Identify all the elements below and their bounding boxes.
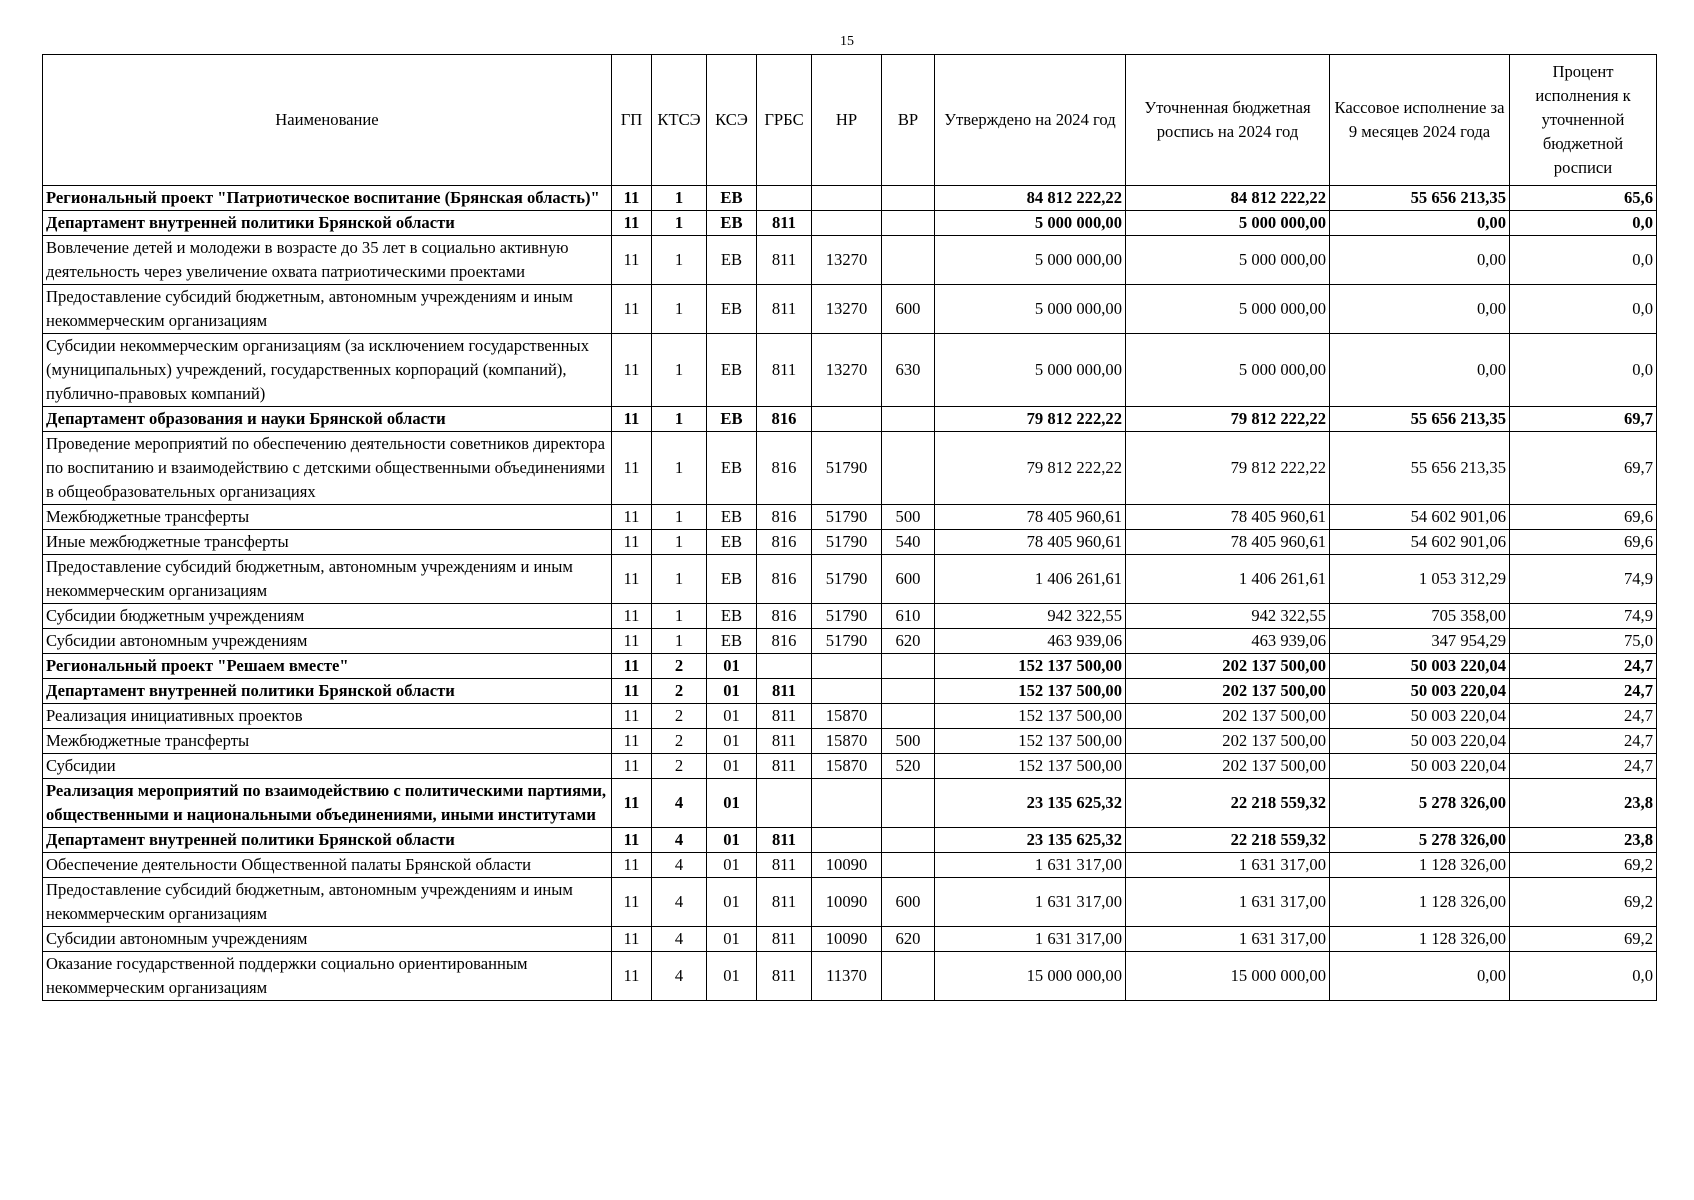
- row-kse: 01: [707, 828, 757, 853]
- row-nr: 51790: [812, 505, 882, 530]
- row-name: Реализация мероприятий по взаимодействию с политическими партиями, общественными и национальными объединениями, иными институтами: [43, 779, 612, 828]
- row-cash: 5 278 326,00: [1330, 779, 1510, 828]
- row-percent: 23,8: [1510, 828, 1657, 853]
- header-gp: ГП: [612, 55, 652, 186]
- row-refined: 78 405 960,61: [1126, 530, 1330, 555]
- row-kse: 01: [707, 952, 757, 1001]
- row-approved: 84 812 222,22: [935, 186, 1126, 211]
- row-gp: 11: [612, 555, 652, 604]
- table-row: [43, 679, 1657, 704]
- row-kse: ЕВ: [707, 186, 757, 211]
- row-kse: 01: [707, 853, 757, 878]
- row-grbs: 816: [757, 629, 812, 654]
- row-vr: [882, 704, 935, 729]
- row-refined: 84 812 222,22: [1126, 186, 1330, 211]
- row-kse: 01: [707, 927, 757, 952]
- table-row: [43, 629, 1657, 654]
- row-name: Межбюджетные трансферты: [43, 729, 612, 754]
- table-row: [43, 555, 1657, 604]
- row-refined: 1 631 317,00: [1126, 878, 1330, 927]
- row-approved: 152 137 500,00: [935, 679, 1126, 704]
- row-percent: 65,6: [1510, 186, 1657, 211]
- row-approved: 23 135 625,32: [935, 779, 1126, 828]
- row-ktse: 2: [652, 679, 707, 704]
- row-kse: ЕВ: [707, 334, 757, 407]
- row-ktse: 1: [652, 604, 707, 629]
- row-gp: 11: [612, 407, 652, 432]
- table-row: [43, 285, 1657, 334]
- row-vr: 610: [882, 604, 935, 629]
- row-kse: 01: [707, 704, 757, 729]
- row-cash: 0,00: [1330, 952, 1510, 1001]
- row-percent: 0,0: [1510, 334, 1657, 407]
- row-nr: [812, 828, 882, 853]
- row-percent: 69,2: [1510, 853, 1657, 878]
- row-cash: 1 128 326,00: [1330, 878, 1510, 927]
- row-gp: 11: [612, 828, 652, 853]
- row-cash: 55 656 213,35: [1330, 407, 1510, 432]
- row-name: Субсидии некоммерческим организациям (за исключением государственных (муниципальных) учреждений, государственных корпораций (компаний), публично-правовых компаний): [43, 334, 612, 407]
- row-kse: 01: [707, 654, 757, 679]
- row-percent: 75,0: [1510, 629, 1657, 654]
- row-approved: 23 135 625,32: [935, 828, 1126, 853]
- row-gp: 11: [612, 952, 652, 1001]
- row-grbs: 811: [757, 334, 812, 407]
- row-refined: 5 000 000,00: [1126, 236, 1330, 285]
- row-percent: 74,9: [1510, 604, 1657, 629]
- row-vr: 600: [882, 555, 935, 604]
- header-refined: Уточненная бюджетная роспись на 2024 год: [1126, 55, 1330, 186]
- row-kse: ЕВ: [707, 629, 757, 654]
- row-refined: 202 137 500,00: [1126, 654, 1330, 679]
- row-refined: 5 000 000,00: [1126, 211, 1330, 236]
- table-row: [43, 952, 1657, 1001]
- header-ktse: КТСЭ: [652, 55, 707, 186]
- row-grbs: 811: [757, 211, 812, 236]
- row-cash: 55 656 213,35: [1330, 186, 1510, 211]
- row-cash: 0,00: [1330, 211, 1510, 236]
- row-percent: 0,0: [1510, 952, 1657, 1001]
- row-kse: ЕВ: [707, 530, 757, 555]
- row-grbs: 816: [757, 604, 812, 629]
- row-approved: 5 000 000,00: [935, 236, 1126, 285]
- row-approved: 1 631 317,00: [935, 927, 1126, 952]
- row-cash: 50 003 220,04: [1330, 754, 1510, 779]
- table-row: [43, 530, 1657, 555]
- row-cash: 54 602 901,06: [1330, 530, 1510, 555]
- row-gp: 11: [612, 704, 652, 729]
- table-row: [43, 754, 1657, 779]
- row-kse: 01: [707, 779, 757, 828]
- table-row: [43, 704, 1657, 729]
- row-gp: 11: [612, 432, 652, 505]
- row-nr: [812, 679, 882, 704]
- row-refined: 78 405 960,61: [1126, 505, 1330, 530]
- row-gp: 11: [612, 530, 652, 555]
- row-nr: 51790: [812, 629, 882, 654]
- row-kse: ЕВ: [707, 407, 757, 432]
- row-ktse: 4: [652, 927, 707, 952]
- row-nr: 51790: [812, 604, 882, 629]
- row-ktse: 1: [652, 407, 707, 432]
- row-ktse: 1: [652, 432, 707, 505]
- row-percent: 69,7: [1510, 407, 1657, 432]
- row-cash: 50 003 220,04: [1330, 679, 1510, 704]
- row-percent: 69,6: [1510, 530, 1657, 555]
- row-name: Субсидии бюджетным учреждениям: [43, 604, 612, 629]
- row-cash: 1 053 312,29: [1330, 555, 1510, 604]
- row-refined: 463 939,06: [1126, 629, 1330, 654]
- row-vr: 620: [882, 927, 935, 952]
- row-vr: [882, 779, 935, 828]
- row-approved: 1 406 261,61: [935, 555, 1126, 604]
- row-refined: 22 218 559,32: [1126, 828, 1330, 853]
- row-nr: 15870: [812, 729, 882, 754]
- header-vr: ВР: [882, 55, 935, 186]
- row-gp: 11: [612, 604, 652, 629]
- table-row: [43, 927, 1657, 952]
- row-kse: ЕВ: [707, 604, 757, 629]
- row-approved: 152 137 500,00: [935, 729, 1126, 754]
- row-grbs: 811: [757, 927, 812, 952]
- row-gp: 11: [612, 211, 652, 236]
- row-refined: 79 812 222,22: [1126, 432, 1330, 505]
- row-gp: 11: [612, 754, 652, 779]
- row-percent: 0,0: [1510, 211, 1657, 236]
- row-vr: 500: [882, 729, 935, 754]
- row-refined: 79 812 222,22: [1126, 407, 1330, 432]
- row-nr: 13270: [812, 285, 882, 334]
- row-ktse: 1: [652, 555, 707, 604]
- row-approved: 463 939,06: [935, 629, 1126, 654]
- row-approved: 5 000 000,00: [935, 211, 1126, 236]
- row-nr: 15870: [812, 754, 882, 779]
- row-grbs: 811: [757, 878, 812, 927]
- row-percent: 69,2: [1510, 878, 1657, 927]
- row-name: Оказание государственной поддержки социально ориентированным некоммерческим организациям: [43, 952, 612, 1001]
- row-gp: 11: [612, 629, 652, 654]
- row-vr: 620: [882, 629, 935, 654]
- row-grbs: 811: [757, 285, 812, 334]
- row-ktse: 1: [652, 285, 707, 334]
- row-cash: 55 656 213,35: [1330, 432, 1510, 505]
- row-gp: 11: [612, 334, 652, 407]
- row-cash: 347 954,29: [1330, 629, 1510, 654]
- row-cash: 50 003 220,04: [1330, 654, 1510, 679]
- row-kse: 01: [707, 754, 757, 779]
- row-vr: [882, 654, 935, 679]
- row-grbs: 816: [757, 530, 812, 555]
- row-ktse: 4: [652, 878, 707, 927]
- row-name: Обеспечение деятельности Общественной палаты Брянской области: [43, 853, 612, 878]
- header-approved: Утверждено на 2024 год: [935, 55, 1126, 186]
- row-percent: 23,8: [1510, 779, 1657, 828]
- row-gp: 11: [612, 654, 652, 679]
- row-kse: ЕВ: [707, 505, 757, 530]
- row-vr: [882, 186, 935, 211]
- table-row: [43, 878, 1657, 927]
- header-name: Наименование: [43, 55, 612, 186]
- row-vr: 520: [882, 754, 935, 779]
- row-name: Субсидии: [43, 754, 612, 779]
- row-name: Субсидии автономным учреждениям: [43, 927, 612, 952]
- row-approved: 942 322,55: [935, 604, 1126, 629]
- row-nr: 51790: [812, 555, 882, 604]
- table-row: [43, 505, 1657, 530]
- row-vr: 540: [882, 530, 935, 555]
- row-gp: 11: [612, 186, 652, 211]
- row-vr: [882, 236, 935, 285]
- row-percent: 24,7: [1510, 729, 1657, 754]
- row-refined: 1 406 261,61: [1126, 555, 1330, 604]
- row-percent: 24,7: [1510, 754, 1657, 779]
- row-gp: 11: [612, 853, 652, 878]
- row-gp: 11: [612, 729, 652, 754]
- row-name: Межбюджетные трансферты: [43, 505, 612, 530]
- row-ktse: 2: [652, 654, 707, 679]
- row-percent: 69,6: [1510, 505, 1657, 530]
- row-gp: 11: [612, 505, 652, 530]
- table-row: [43, 853, 1657, 878]
- row-refined: 202 137 500,00: [1126, 704, 1330, 729]
- header-cash: Кассовое исполнение за 9 месяцев 2024 года: [1330, 55, 1510, 186]
- row-refined: 22 218 559,32: [1126, 779, 1330, 828]
- row-kse: 01: [707, 679, 757, 704]
- table-row: [43, 211, 1657, 236]
- row-vr: [882, 828, 935, 853]
- row-refined: 1 631 317,00: [1126, 927, 1330, 952]
- row-grbs: 816: [757, 432, 812, 505]
- row-cash: 705 358,00: [1330, 604, 1510, 629]
- row-nr: 13270: [812, 334, 882, 407]
- row-name: Предоставление субсидий бюджетным, автономным учреждениям и иным некоммерческим организациям: [43, 878, 612, 927]
- row-refined: 942 322,55: [1126, 604, 1330, 629]
- row-grbs: 811: [757, 729, 812, 754]
- row-vr: [882, 432, 935, 505]
- row-grbs: 811: [757, 952, 812, 1001]
- row-vr: [882, 853, 935, 878]
- header-nr: НР: [812, 55, 882, 186]
- row-nr: 11370: [812, 952, 882, 1001]
- row-ktse: 4: [652, 853, 707, 878]
- row-name: Региональный проект "Патриотическое воспитание (Брянская область)": [43, 186, 612, 211]
- table-row: [43, 729, 1657, 754]
- row-name: Реализация инициативных проектов: [43, 704, 612, 729]
- row-percent: 74,9: [1510, 555, 1657, 604]
- row-nr: 10090: [812, 927, 882, 952]
- table-row: [43, 654, 1657, 679]
- table-row: [43, 236, 1657, 285]
- row-name: Департамент внутренней политики Брянской области: [43, 828, 612, 853]
- row-percent: 69,7: [1510, 432, 1657, 505]
- row-nr: 10090: [812, 878, 882, 927]
- row-gp: 11: [612, 927, 652, 952]
- row-grbs: [757, 186, 812, 211]
- row-grbs: [757, 654, 812, 679]
- row-refined: 5 000 000,00: [1126, 285, 1330, 334]
- row-name: Предоставление субсидий бюджетным, автономным учреждениям и иным некоммерческим организациям: [43, 285, 612, 334]
- row-name: Департамент внутренней политики Брянской области: [43, 679, 612, 704]
- row-percent: 24,7: [1510, 679, 1657, 704]
- row-gp: 11: [612, 285, 652, 334]
- row-nr: [812, 211, 882, 236]
- row-refined: 15 000 000,00: [1126, 952, 1330, 1001]
- row-nr: 15870: [812, 704, 882, 729]
- row-refined: 5 000 000,00: [1126, 334, 1330, 407]
- row-nr: 51790: [812, 432, 882, 505]
- row-percent: 69,2: [1510, 927, 1657, 952]
- row-approved: 78 405 960,61: [935, 505, 1126, 530]
- row-ktse: 2: [652, 729, 707, 754]
- row-name: Иные межбюджетные трансферты: [43, 530, 612, 555]
- row-cash: 5 278 326,00: [1330, 828, 1510, 853]
- table-row: [43, 186, 1657, 211]
- row-nr: [812, 654, 882, 679]
- row-approved: 1 631 317,00: [935, 878, 1126, 927]
- table-header-row: [43, 55, 1657, 186]
- header-grbs: ГРБС: [757, 55, 812, 186]
- row-ktse: 1: [652, 334, 707, 407]
- table-row: [43, 604, 1657, 629]
- row-ktse: 1: [652, 629, 707, 654]
- table-row: [43, 828, 1657, 853]
- header-percent: Процент исполнения к уточненной бюджетной росписи: [1510, 55, 1657, 186]
- row-kse: ЕВ: [707, 432, 757, 505]
- row-grbs: 816: [757, 555, 812, 604]
- row-cash: 54 602 901,06: [1330, 505, 1510, 530]
- row-ktse: 4: [652, 952, 707, 1001]
- row-kse: ЕВ: [707, 236, 757, 285]
- row-gp: 11: [612, 779, 652, 828]
- row-nr: 10090: [812, 853, 882, 878]
- row-percent: 24,7: [1510, 704, 1657, 729]
- row-vr: [882, 679, 935, 704]
- row-vr: [882, 211, 935, 236]
- row-ktse: 1: [652, 186, 707, 211]
- row-name: Субсидии автономным учреждениям: [43, 629, 612, 654]
- row-approved: 79 812 222,22: [935, 407, 1126, 432]
- row-refined: 202 137 500,00: [1126, 729, 1330, 754]
- row-approved: 5 000 000,00: [935, 285, 1126, 334]
- row-grbs: 811: [757, 828, 812, 853]
- table-row: [43, 432, 1657, 505]
- row-name: Проведение мероприятий по обеспечению деятельности советников директора по воспитанию и взаимодействию с детскими общественными объединениями в общеобразовательных организациях: [43, 432, 612, 505]
- budget-table: [42, 54, 1657, 1001]
- row-nr: [812, 186, 882, 211]
- row-ktse: 1: [652, 211, 707, 236]
- row-kse: 01: [707, 878, 757, 927]
- row-kse: ЕВ: [707, 285, 757, 334]
- row-cash: 50 003 220,04: [1330, 704, 1510, 729]
- row-name: Департамент внутренней политики Брянской области: [43, 211, 612, 236]
- row-nr: [812, 779, 882, 828]
- row-approved: 5 000 000,00: [935, 334, 1126, 407]
- row-ktse: 2: [652, 754, 707, 779]
- row-cash: 1 128 326,00: [1330, 927, 1510, 952]
- row-cash: 0,00: [1330, 285, 1510, 334]
- row-gp: 11: [612, 878, 652, 927]
- row-ktse: 1: [652, 530, 707, 555]
- row-name: Предоставление субсидий бюджетным, автономным учреждениям и иным некоммерческим организациям: [43, 555, 612, 604]
- row-cash: 1 128 326,00: [1330, 853, 1510, 878]
- row-vr: 500: [882, 505, 935, 530]
- row-vr: 630: [882, 334, 935, 407]
- row-grbs: 811: [757, 754, 812, 779]
- row-vr: 600: [882, 285, 935, 334]
- row-grbs: 816: [757, 407, 812, 432]
- row-nr: 51790: [812, 530, 882, 555]
- row-grbs: 811: [757, 704, 812, 729]
- table-row: [43, 779, 1657, 828]
- row-ktse: 1: [652, 505, 707, 530]
- row-grbs: [757, 779, 812, 828]
- table-row: [43, 334, 1657, 407]
- row-kse: 01: [707, 729, 757, 754]
- header-kse: КСЭ: [707, 55, 757, 186]
- row-ktse: 2: [652, 704, 707, 729]
- row-approved: 78 405 960,61: [935, 530, 1126, 555]
- row-approved: 79 812 222,22: [935, 432, 1126, 505]
- row-refined: 1 631 317,00: [1126, 853, 1330, 878]
- row-kse: ЕВ: [707, 211, 757, 236]
- row-gp: 11: [612, 236, 652, 285]
- row-kse: ЕВ: [707, 555, 757, 604]
- row-ktse: 4: [652, 779, 707, 828]
- row-refined: 202 137 500,00: [1126, 679, 1330, 704]
- table-row: [43, 407, 1657, 432]
- row-grbs: 811: [757, 679, 812, 704]
- row-approved: 152 137 500,00: [935, 654, 1126, 679]
- page-number: 15: [840, 34, 854, 49]
- row-approved: 1 631 317,00: [935, 853, 1126, 878]
- row-name: Вовлечение детей и молодежи в возрасте до 35 лет в социально активную деятельность через увеличение охвата патриотическими проектами: [43, 236, 612, 285]
- row-refined: 202 137 500,00: [1126, 754, 1330, 779]
- row-percent: 24,7: [1510, 654, 1657, 679]
- row-ktse: 4: [652, 828, 707, 853]
- row-percent: 0,0: [1510, 236, 1657, 285]
- row-name: Департамент образования и науки Брянской области: [43, 407, 612, 432]
- row-grbs: 811: [757, 236, 812, 285]
- row-grbs: 816: [757, 505, 812, 530]
- row-cash: 0,00: [1330, 236, 1510, 285]
- row-approved: 15 000 000,00: [935, 952, 1126, 1001]
- row-nr: [812, 407, 882, 432]
- row-vr: [882, 952, 935, 1001]
- row-nr: 13270: [812, 236, 882, 285]
- row-grbs: 811: [757, 853, 812, 878]
- row-vr: [882, 407, 935, 432]
- row-percent: 0,0: [1510, 285, 1657, 334]
- row-name: Региональный проект "Решаем вместе": [43, 654, 612, 679]
- row-cash: 0,00: [1330, 334, 1510, 407]
- row-vr: 600: [882, 878, 935, 927]
- row-gp: 11: [612, 679, 652, 704]
- row-ktse: 1: [652, 236, 707, 285]
- row-approved: 152 137 500,00: [935, 754, 1126, 779]
- row-approved: 152 137 500,00: [935, 704, 1126, 729]
- row-cash: 50 003 220,04: [1330, 729, 1510, 754]
